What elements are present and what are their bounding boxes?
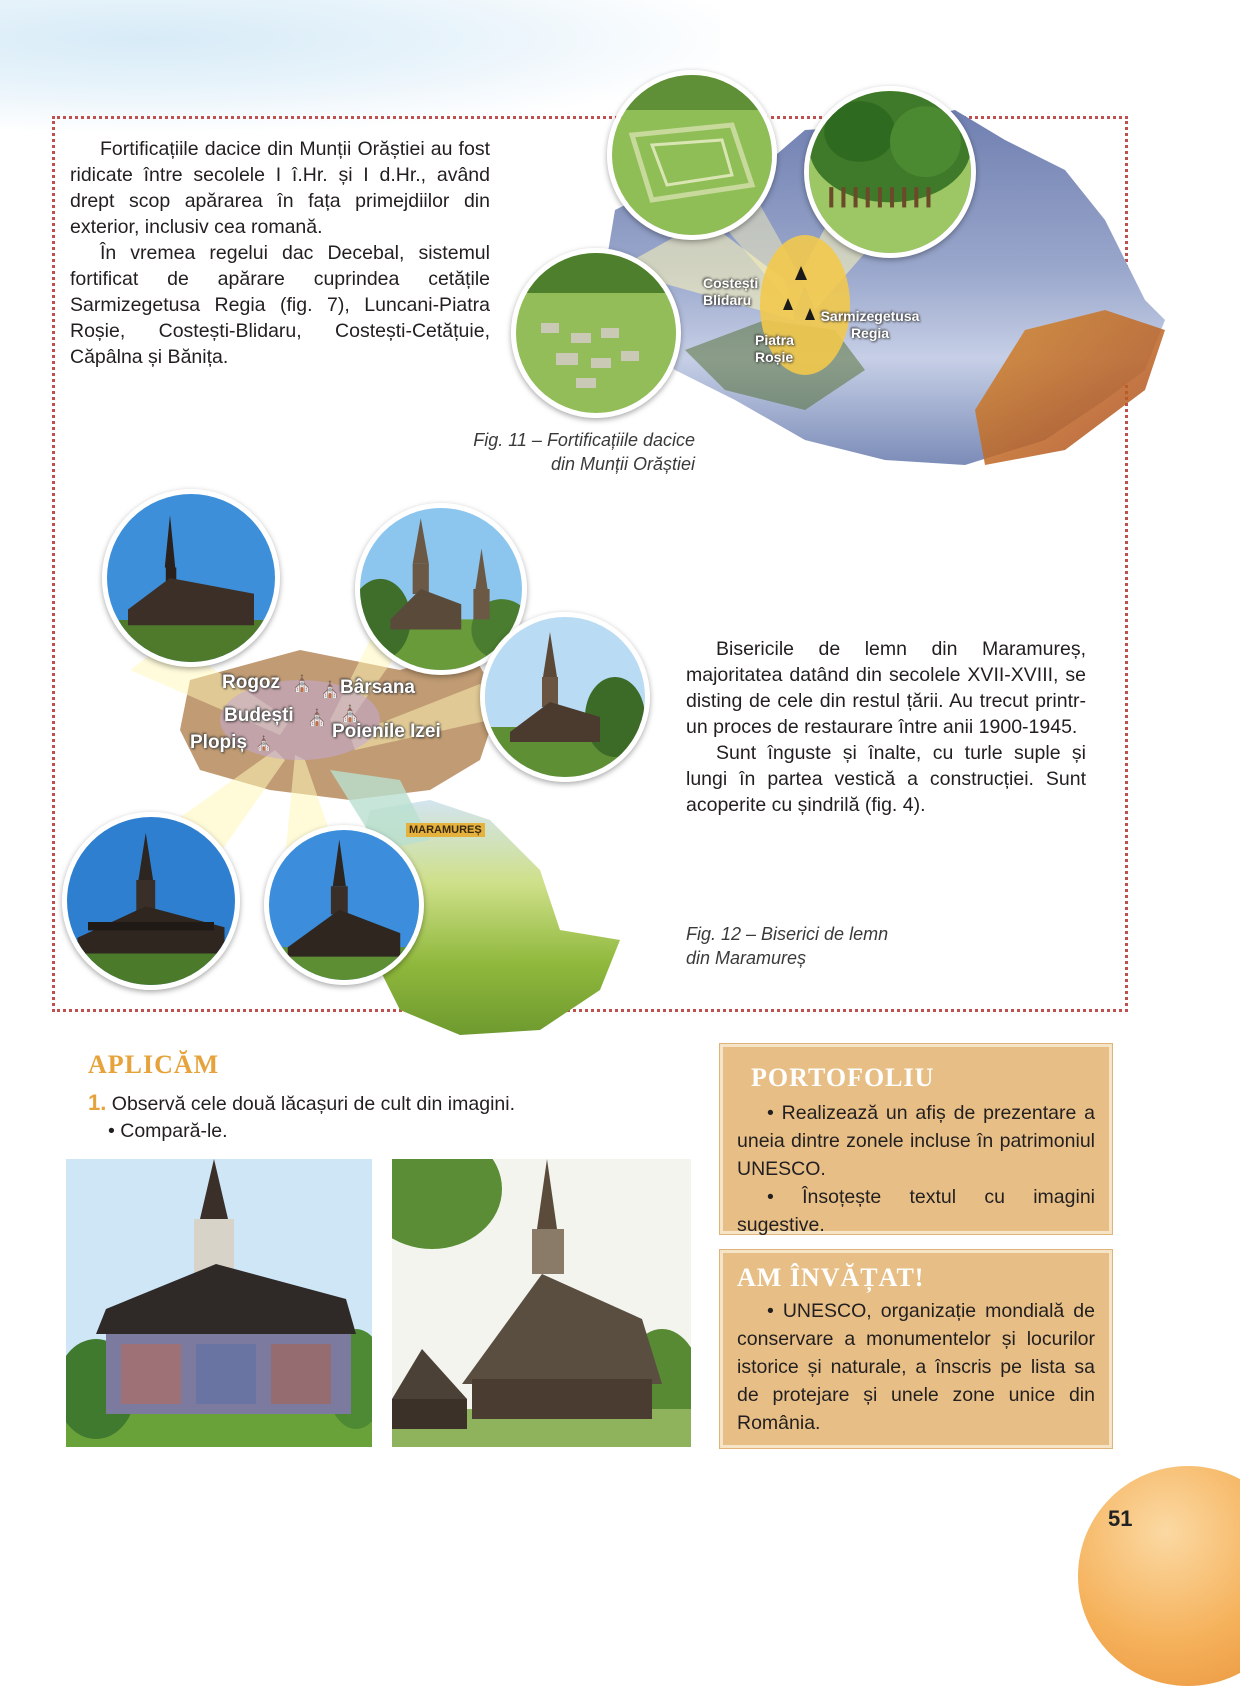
fig12-paragraph-1: Bisericile de lemn din Maramureș, majoritatea datând din secolele XVII-XVIII, se disting de cele din restul țării. Au trecut printr-un proces de restaurare între anii 1900-1945. (686, 638, 1086, 738)
fig11-text (70, 136, 490, 370)
map-label-piatra-rosie: Piatra Roșie (755, 332, 794, 365)
church-icon-plopis: ⛪ (255, 735, 273, 751)
fig11-caption-line1: Fig. 11 – Fortificațiile dacice (473, 430, 695, 450)
am-invatat-title: AM ÎNVĂȚAT! (737, 1263, 925, 1292)
map-label-sarmizegetusa: Sarmizegetusa Regia (820, 308, 920, 341)
church-icon-budesti: ⛪ (307, 710, 327, 727)
fig11-photo-sanctuary (804, 86, 976, 258)
map-label-barsana: Bârsana (340, 677, 415, 698)
fig11-paragraph-1: Fortificațiile dacice din Munții Orăștiei au fost ridicate între secolele I î.Hr. și I d.Hr., având drept scop apărarea în fața primejdiilor din exterior, inclusiv cea romană. (70, 138, 490, 238)
page-number-badge (1078, 1466, 1240, 1686)
aplicam-subtask: • Compară-le. (108, 1120, 228, 1142)
portofoliu-box (720, 1044, 1112, 1234)
map-label-poienile-izei: Poienile Izei (332, 721, 441, 742)
fig11-caption (420, 428, 695, 476)
map-label-maramures: MARAMUREȘ (406, 823, 485, 837)
portofoliu-item-2: • Însoțește textul cu imagini sugestive. (737, 1186, 1095, 1236)
aplicam-title: APLICĂM (88, 1050, 220, 1079)
fig12-caption-line1: Fig. 12 – Biserici de lemn (686, 924, 889, 944)
church-icon-barsana: ⛪ (320, 682, 340, 699)
fig12-caption (686, 922, 961, 970)
fig12-photo-church-plopis (62, 812, 240, 990)
map-label-rogoz: Rogoz (222, 672, 281, 693)
portofoliu-item-1: • Realizează un afiș de prezentare a uneia dintre zonele incluse în patrimoniul UNESCO. (737, 1102, 1095, 1180)
am-invatat-box (720, 1250, 1112, 1448)
am-invatat-text: • UNESCO, organizație mondială de conservare a monumentelor și locurilor istorice și naturale, a înscris pe lista sa de protejare și unele zone unice din România. (737, 1300, 1095, 1434)
portofoliu-title: PORTOFOLIU (751, 1063, 935, 1092)
fig12-photo-church-rogoz (102, 489, 280, 667)
photo-painted-monastery (66, 1159, 372, 1447)
aplicam-task (88, 1090, 515, 1117)
map-label-plopis: Plopiș (190, 732, 248, 753)
photo-wooden-church (392, 1159, 691, 1447)
fig12-text (686, 636, 1086, 818)
fig12-photo-church-poienile (480, 612, 650, 782)
page-number: 51 (1108, 1506, 1133, 1531)
aplicam-task-text: Observă cele două lăcașuri de cult din imagini. (111, 1093, 515, 1115)
fig11-paragraph-2: În vremea regelui dac Decebal, sistemul fortificat de apărare cuprindea cetățile Sarmizegetusa Regia (fig. 7), Luncani-Piatra Roșie, Costești-Blidaru, Costești-Cetățuie, Căpâlna și Bănița. (70, 242, 490, 368)
map-label-budesti: Budești (224, 705, 294, 726)
fig11-photo-fortress-top (607, 70, 777, 240)
fig12-caption-line2: din Maramureș (686, 948, 807, 968)
aplicam-task-number: 1. (88, 1090, 107, 1115)
church-icon-poienile: ⛪ (340, 706, 360, 723)
map-label-costesti: Costești Blidaru (703, 275, 759, 308)
fig11-photo-ruins (511, 248, 681, 418)
fig12-photo-church-budesti (264, 825, 424, 985)
fig12-paragraph-2: Sunt înguste și înalte, cu turle suple și lungi în partea vestică a construcției. Sunt acoperite cu șindrilă (fig. 4). (686, 742, 1086, 816)
church-icon-rogoz: ⛪ (292, 676, 312, 693)
fig11-caption-line2: din Munții Orăștiei (550, 454, 695, 474)
